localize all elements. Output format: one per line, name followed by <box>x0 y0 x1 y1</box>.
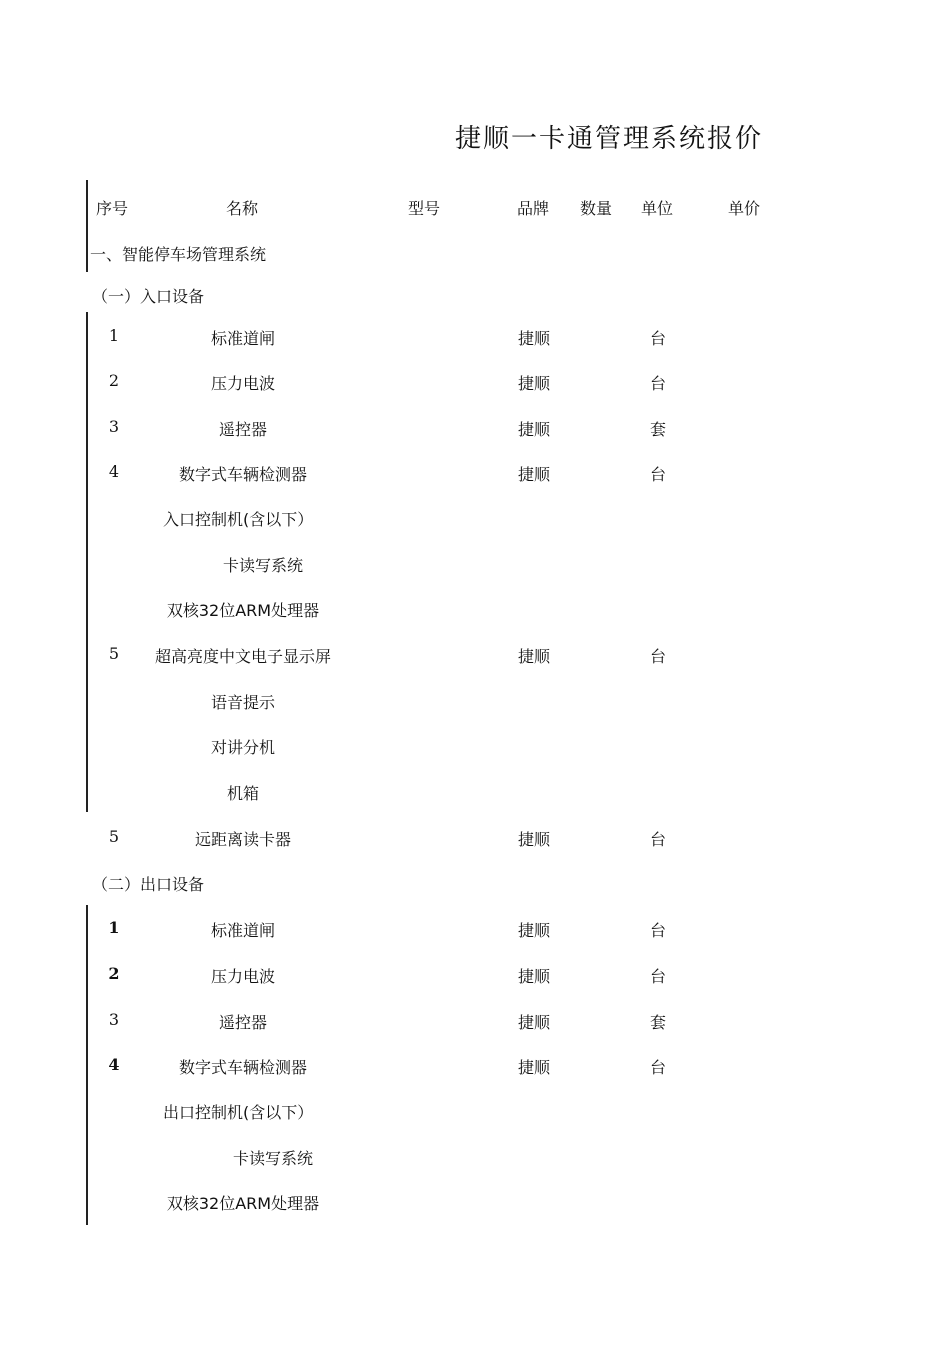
table-row <box>0 371 950 395</box>
row-name: 卡读写系统 <box>222 556 303 575</box>
row-name: 对讲分机 <box>210 738 275 757</box>
table-row <box>0 598 950 622</box>
row-unit: 台 <box>649 465 666 484</box>
row-name: 入口控制机(含以下） <box>163 510 314 529</box>
row-name: 双核32位ARM处理器 <box>166 1194 320 1213</box>
table-row <box>0 827 950 851</box>
table-row <box>0 462 950 486</box>
table-row <box>0 1055 950 1079</box>
row-name: 出口控制机(含以下） <box>163 1103 314 1122</box>
header-no: 序号 <box>96 199 129 218</box>
row-name: 遥控器 <box>218 1013 267 1032</box>
table-row <box>0 507 950 531</box>
system-title: 一、智能停车场管理系统 <box>90 245 267 264</box>
row-name: 标准道闸 <box>210 329 275 348</box>
row-name: 语音提示 <box>210 693 275 712</box>
row-name: 压力电波 <box>210 967 275 986</box>
table-row <box>0 1010 950 1034</box>
row-unit: 台 <box>649 647 666 666</box>
row-name: 机箱 <box>226 784 259 803</box>
table-row <box>0 1100 950 1124</box>
page-title: 捷顺一卡通管理系统报价 <box>455 124 764 154</box>
row-name: 压力电波 <box>210 374 275 393</box>
table-row <box>0 964 950 988</box>
row-unit: 台 <box>649 1058 666 1077</box>
header-model: 型号 <box>408 199 441 218</box>
row-no: 5 <box>108 827 120 846</box>
table-row <box>0 326 950 350</box>
row-name: 遥控器 <box>218 420 267 439</box>
table-row <box>0 690 950 714</box>
row-unit: 台 <box>649 830 666 849</box>
header-unit: 单位 <box>641 199 674 218</box>
row-no: 3 <box>108 1010 120 1029</box>
row-no: 2 <box>108 371 120 390</box>
header-qty: 数量 <box>580 199 613 218</box>
row-unit: 台 <box>649 329 666 348</box>
row-name: 数字式车辆检测器 <box>178 465 307 484</box>
row-brand: 捷顺 <box>517 465 550 484</box>
row-name: 数字式车辆检测器 <box>178 1058 307 1077</box>
table-row <box>0 417 950 441</box>
row-no: 4 <box>108 462 120 481</box>
row-name: 双核32位ARM处理器 <box>166 601 320 620</box>
header-brand: 品牌 <box>517 199 550 218</box>
row-brand: 捷顺 <box>517 921 550 940</box>
table-row <box>0 781 950 805</box>
row-no: 5 <box>108 644 120 663</box>
table-row <box>0 553 950 577</box>
row-brand: 捷顺 <box>517 967 550 986</box>
row-no: 4 <box>108 1055 120 1074</box>
row-name: 卡读写系统 <box>232 1149 313 1168</box>
row-brand: 捷顺 <box>517 374 550 393</box>
table-border-top <box>86 180 88 272</box>
row-unit: 套 <box>649 1013 666 1032</box>
exit-section-title: （二）出口设备 <box>92 875 205 894</box>
row-brand: 捷顺 <box>517 1013 550 1032</box>
table-row <box>0 918 950 942</box>
row-unit: 套 <box>649 420 666 439</box>
table-row <box>0 1146 950 1170</box>
row-brand: 捷顺 <box>517 830 550 849</box>
table-row <box>0 735 950 759</box>
row-brand: 捷顺 <box>517 329 550 348</box>
row-unit: 台 <box>649 967 666 986</box>
header-price: 单价 <box>728 199 761 218</box>
entrance-section-title: （一）入口设备 <box>92 287 205 306</box>
header-name: 名称 <box>226 199 259 218</box>
row-no: 1 <box>108 918 120 937</box>
row-name: 标准道闸 <box>210 921 275 940</box>
row-no: 1 <box>108 326 120 345</box>
row-no: 2 <box>108 964 120 983</box>
row-name: 远距离读卡器 <box>194 830 291 849</box>
row-brand: 捷顺 <box>517 1058 550 1077</box>
table-row <box>0 1191 950 1215</box>
row-brand: 捷顺 <box>517 647 550 666</box>
row-unit: 台 <box>649 921 666 940</box>
table-row <box>0 644 950 668</box>
row-name: 超高亮度中文电子显示屏 <box>154 647 331 666</box>
row-unit: 台 <box>649 374 666 393</box>
row-brand: 捷顺 <box>517 420 550 439</box>
row-no: 3 <box>108 417 120 436</box>
